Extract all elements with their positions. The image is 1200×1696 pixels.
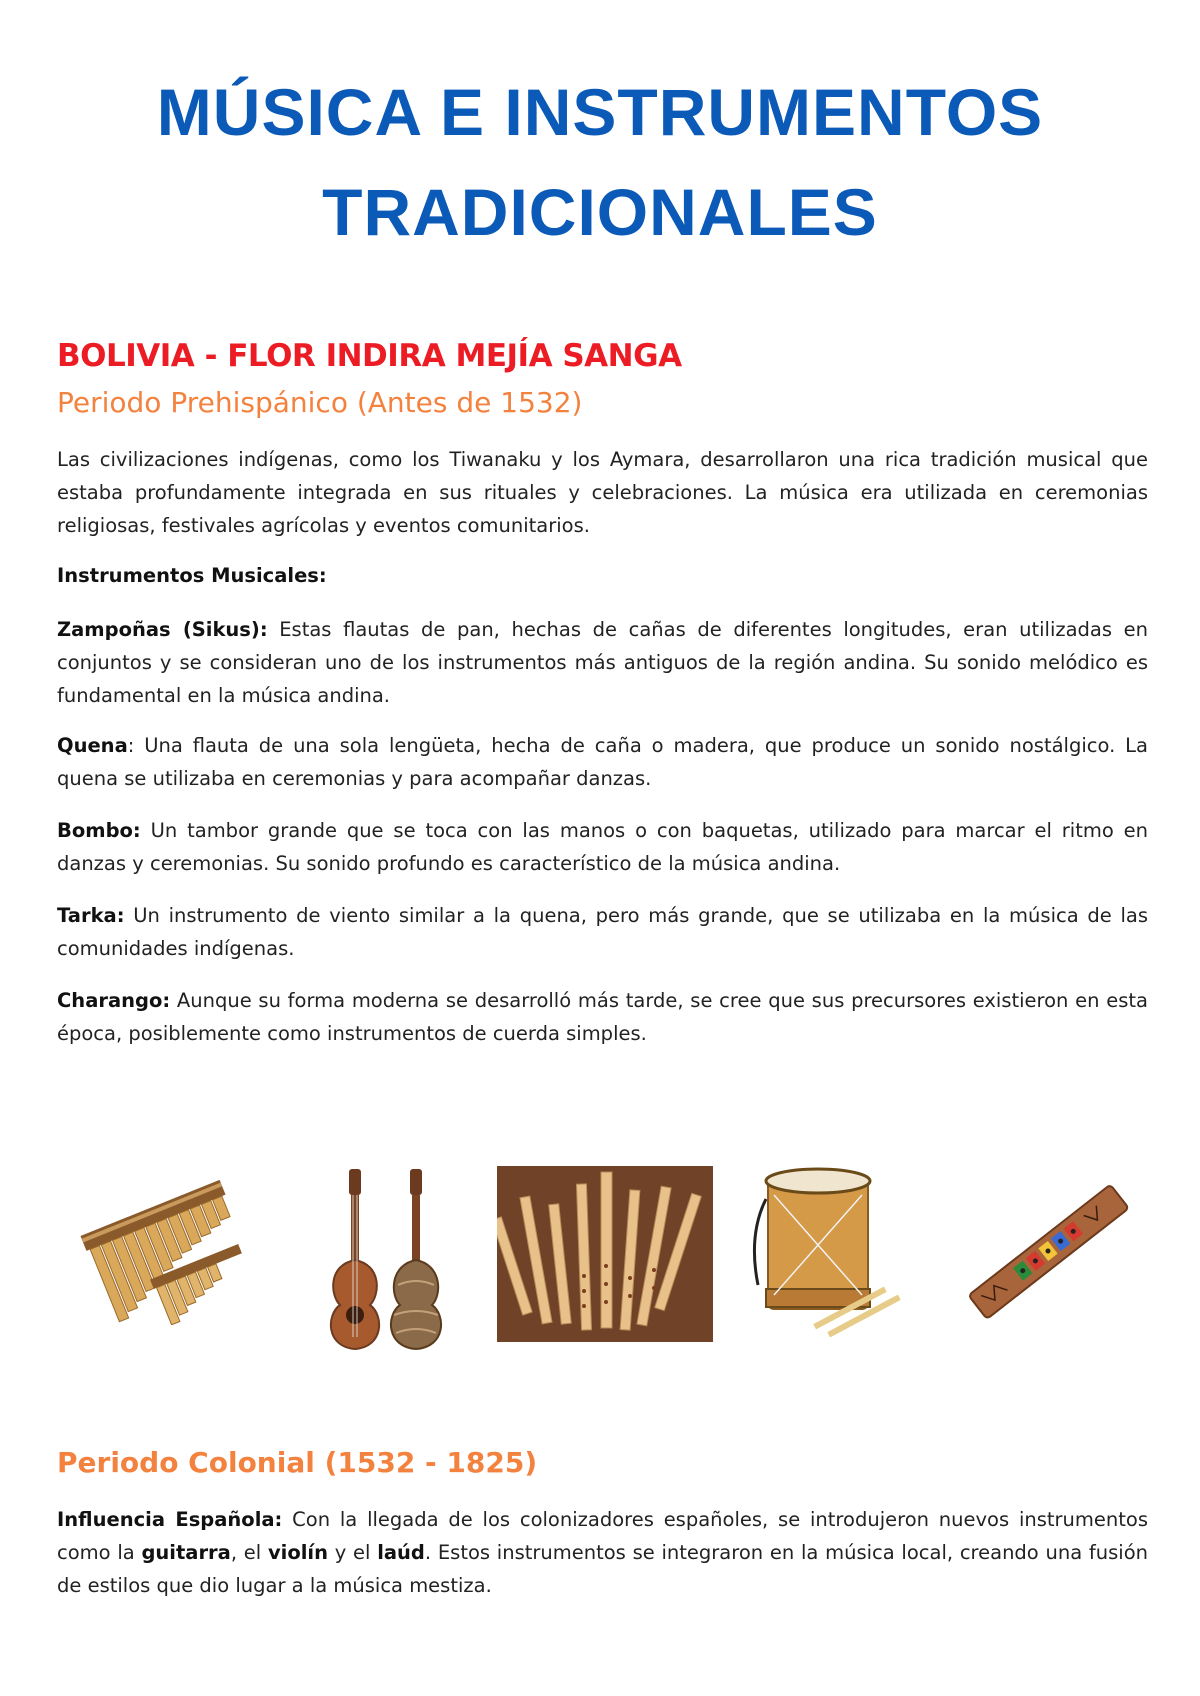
document-title xyxy=(40,62,1160,262)
colonial-heading: Periodo Colonial (1532 - 1825) xyxy=(57,1446,538,1479)
tarka-image xyxy=(948,1165,1148,1337)
panpipe-image xyxy=(60,1165,270,1325)
instrument-tarka: Tarka: Un instrumento de viento similar a la quena, pero más grande, que se utilizaba en la música de las comunidades indígenas. xyxy=(57,904,1148,960)
title-line-2: TRADICIONALES xyxy=(322,175,878,249)
instrument-zamponas: Zampoñas (Sikus): Estas flautas de pan, hechas de cañas de diferentes longitudes, eran utilizadas en conjuntos y se consideran uno de los instrumentos más antiguos de la región andina. Su sonido melódico es fundamental en la música andina. xyxy=(57,618,1148,707)
instrument-name: Charango: xyxy=(57,989,171,1012)
colonial-influence: Influencia Española: Con la llegada de los colonizadores españoles, se introdujeron nuevos instrumentos como la guitarra, el violín y el laúd. Estos instrumentos se integraron en la música local, creando una fusión de estilos que dio lugar a la música mestiza. xyxy=(57,1508,1148,1597)
instrument-bombo: Bombo: Un tambor grande que se toca con las manos o con baquetas, utilizado para marcar el ritmo en danzas y ceremonias. Su sonido profundo es característico de la música andina. xyxy=(57,819,1148,875)
instruments-label: Instrumentos Musicales: xyxy=(57,564,327,587)
instrument-quena: Quena: Una flauta de una sola lengüeta, hecha de caña o madera, que produce un sonido nostálgico. La quena se utilizaba en ceremonias y para acompañar danzas. xyxy=(57,734,1148,790)
instrument-name: Quena xyxy=(57,734,128,757)
instrument-name: Tarka: xyxy=(57,904,125,927)
prehispanic-intro: Las civilizaciones indígenas, como los Tiwanaku y los Aymara, desarrollaron una rica tradición musical que estaba profundamente integrada en sus rituales y celebraciones. La música era utilizada en ceremonias religiosas, festivales agrícolas y eventos comunitarios. xyxy=(57,448,1148,537)
title-line-1: MÚSICA E INSTRUMENTOS xyxy=(156,75,1044,149)
author-heading: BOLIVIA - FLOR INDIRA MEJÍA SANGA xyxy=(57,338,682,374)
quena-image xyxy=(497,1166,713,1342)
prehispanic-heading: Periodo Prehispánico (Antes de 1532) xyxy=(57,386,583,419)
charango-image xyxy=(318,1165,453,1353)
bombo-image xyxy=(738,1165,910,1337)
instrument-name: Zampoñas (Sikus): xyxy=(57,618,268,641)
instrument-name: Bombo: xyxy=(57,819,141,842)
instrument-charango: Charango: Aunque su forma moderna se desarrolló más tarde, se cree que sus precursores existieron en esta época, posiblemente como instrumentos de cuerda simples. xyxy=(57,989,1148,1045)
